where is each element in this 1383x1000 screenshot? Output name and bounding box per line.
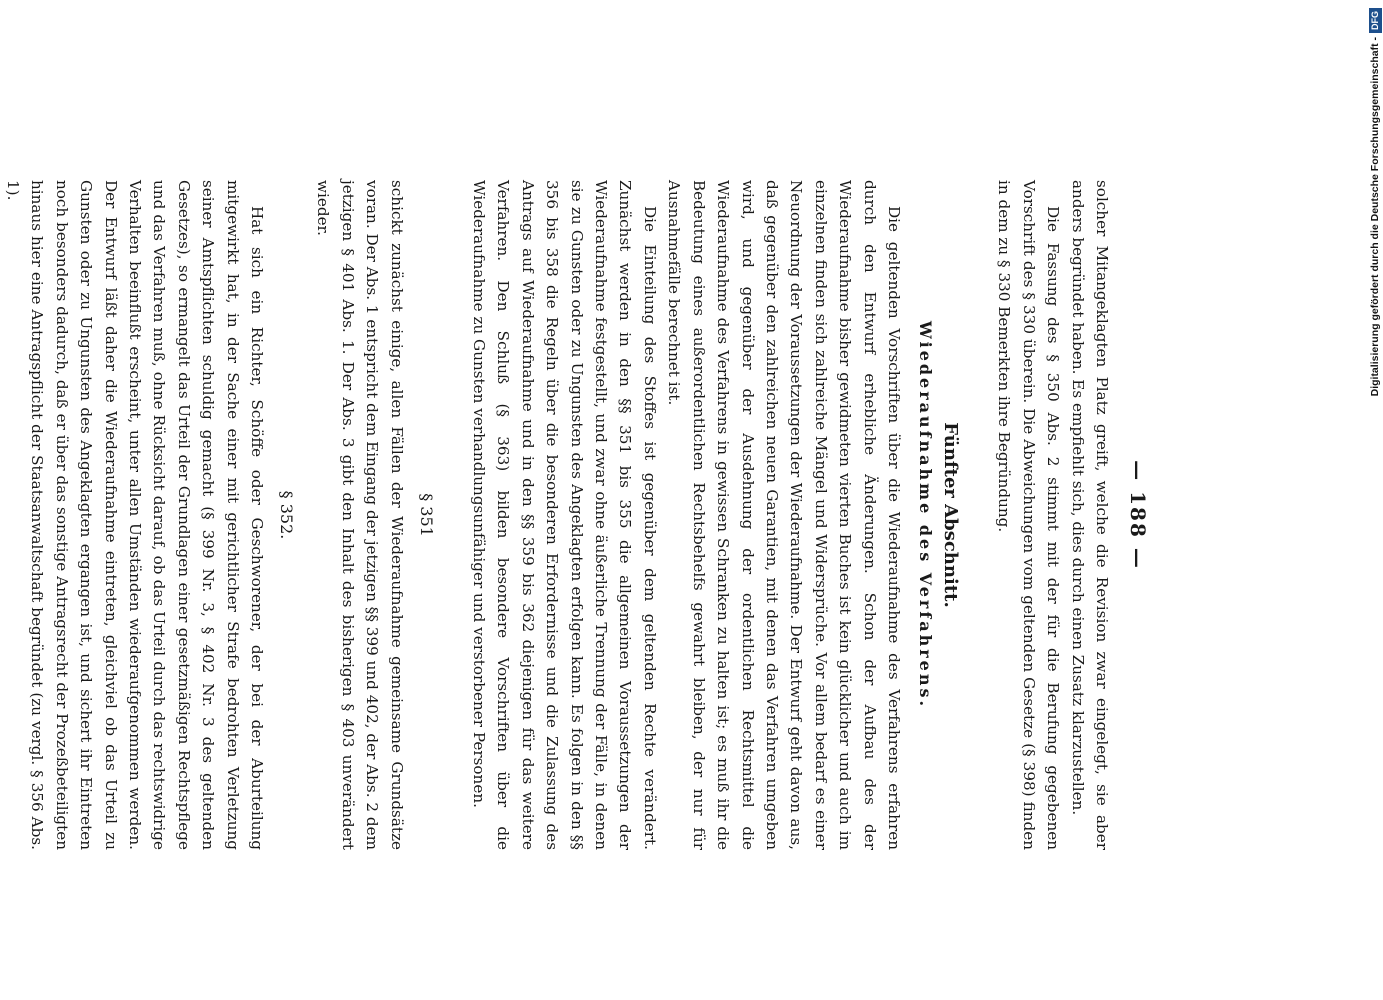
paragraph-heading-352: § 352.	[277, 490, 297, 540]
digitization-note-text-wrapper	[1368, 8, 1382, 998]
digitization-note-text: Digitalisierung gefördert durch die Deutsche Forschungsgemeinschaft -	[1369, 37, 1381, 397]
digitization-note	[1368, 8, 1382, 998]
spacer	[962, 180, 992, 850]
top-paragraphs	[992, 180, 1114, 850]
section-paragraphs	[467, 180, 906, 850]
paragraph-top-1: solcher Mitangeklagten Platz greift, welche die Revision zwar eingelegt, sie aber anders begründet haben. Es empfiehlt sich, dies durch einen Zusatz klarzustellen.	[1068, 180, 1111, 850]
spacer	[437, 180, 467, 850]
section-subtitle: Wiederaufnahme des Verfahrens.	[915, 320, 935, 710]
dfg-logo: DFG	[1369, 8, 1382, 33]
paragraph-351-text: schickt zunächst einige, allen Fällen der Wiederaufnahme gemeinsame Grundsätze voran. Der Abs. 1 entspricht dem Eingang der jetzigen §§ 399 und 402, der Abs. 2 dem jetzigen § 401 Abs. 1. Der Abs. 3 gibt den Inhalt des bisherigen § 403 unverändert wieder.	[314, 180, 406, 850]
section-title: Fünfter Abschnitt.	[939, 422, 961, 608]
paragraph-section-2: Die Einteilung des Stoffes ist gegenüber dem geltenden Rechte verändert. Zunächst werden in den §§ 351 bis 355 die allgemeinen Voraussetzungen der Wiederaufnahme festgestellt, und zwar ohne äußerliche Trennung der Fälle, in denen sie zu Gunsten oder zu Ungunsten des Angeklagten erfolgen kann. Es folgen in den §§ 356 bis 358 die Regeln über die besonderen Erfordernisse und die Zulassung des Antrags auf Wiederaufnahme und in den §§ 359 bis 362 diejenigen für das weitere Verfahren. Den Schluß (§ 363) bilden besondere Vorschriften über die Wiederaufnahme zu Gunsten verhandlungsunfähiger und verstorbener Personen.	[470, 180, 659, 850]
paragraph-heading-351: § 351	[416, 493, 436, 537]
paragraph-352-text: Hat sich ein Richter, Schöffe oder Geschworener, der bei der Aburteilung mitgewirkt hat, in der Sache einer mit gerichtlicher Strafe bedrohten Verletzung seiner Amtspflichten schuldig gemacht (§ 399 Nr. 3, § 402 Nr. 3 des geltenden Gesetzes), so ermangelt das Urteil der Grundlagen einer gesetzmäßigen Rechtspflege und das Verfahren muß, ohne Rücksicht darauf, ob das Urteil durch das rechtswidrige Verhalten beeinflußt erscheint, unter allen Umständen wiederaufgenommen werden. Der Entwurf läßt daher die Wiederaufnahme eintreten, gleichviel ob das Urteil zu Gunsten oder zu Ungunsten des Angeklagten ergangen ist, und sichert ihr Eintreten noch besonders dadurch, daß er über das sonstige Antragsrecht der Prozeßbeteiligten hinaus hier eine Antragspflicht der Staatsanwaltschaft begründet (zu vergl. § 356 Abs. 1).	[3, 180, 267, 850]
page-number: — 188 —	[1126, 460, 1150, 570]
paragraph-top-2: Die Fassung des § 350 Abs. 2 stimmt mit der für die Berufung gegebenen Vorschrift des § 330 überein. Die Abweichungen vom geltenden Gesetze (§ 398) finden in dem zu § 330 Bemerkten ihre Begründung.	[995, 180, 1063, 850]
spacer	[297, 180, 311, 850]
paragraph-section-1: Die geltenden Vorschriften über die Wiederaufnahme des Verfahrens erfahren durch den Entwurf erhebliche Änderungen. Schon der Aufbau des der Wiederaufnahme bisher gewidmeten vierten Buches ist kein glücklicher und auch im einzelnen finden sich zahlreiche Mängel und Widersprüche. Vor allem bedarf es einer Neuordnung der Voraussetzungen der Wiederaufnahme. Der Entwurf geht davon aus, daß gegenüber den zahlreichen neuen Garantien, mit denen das Verfahren umgeben wird, und gegenüber der Ausdehnung der ordentlichen Rechtsmittel die Wiederaufnahme des Verfahrens in gewissen Schranken zu halten ist; es muß ihr die Bedeutung eines außerordentlichen Rechtsbehelfs gewahrt bleiben, der nur für Ausnahmefälle berechnet ist.	[665, 180, 903, 850]
